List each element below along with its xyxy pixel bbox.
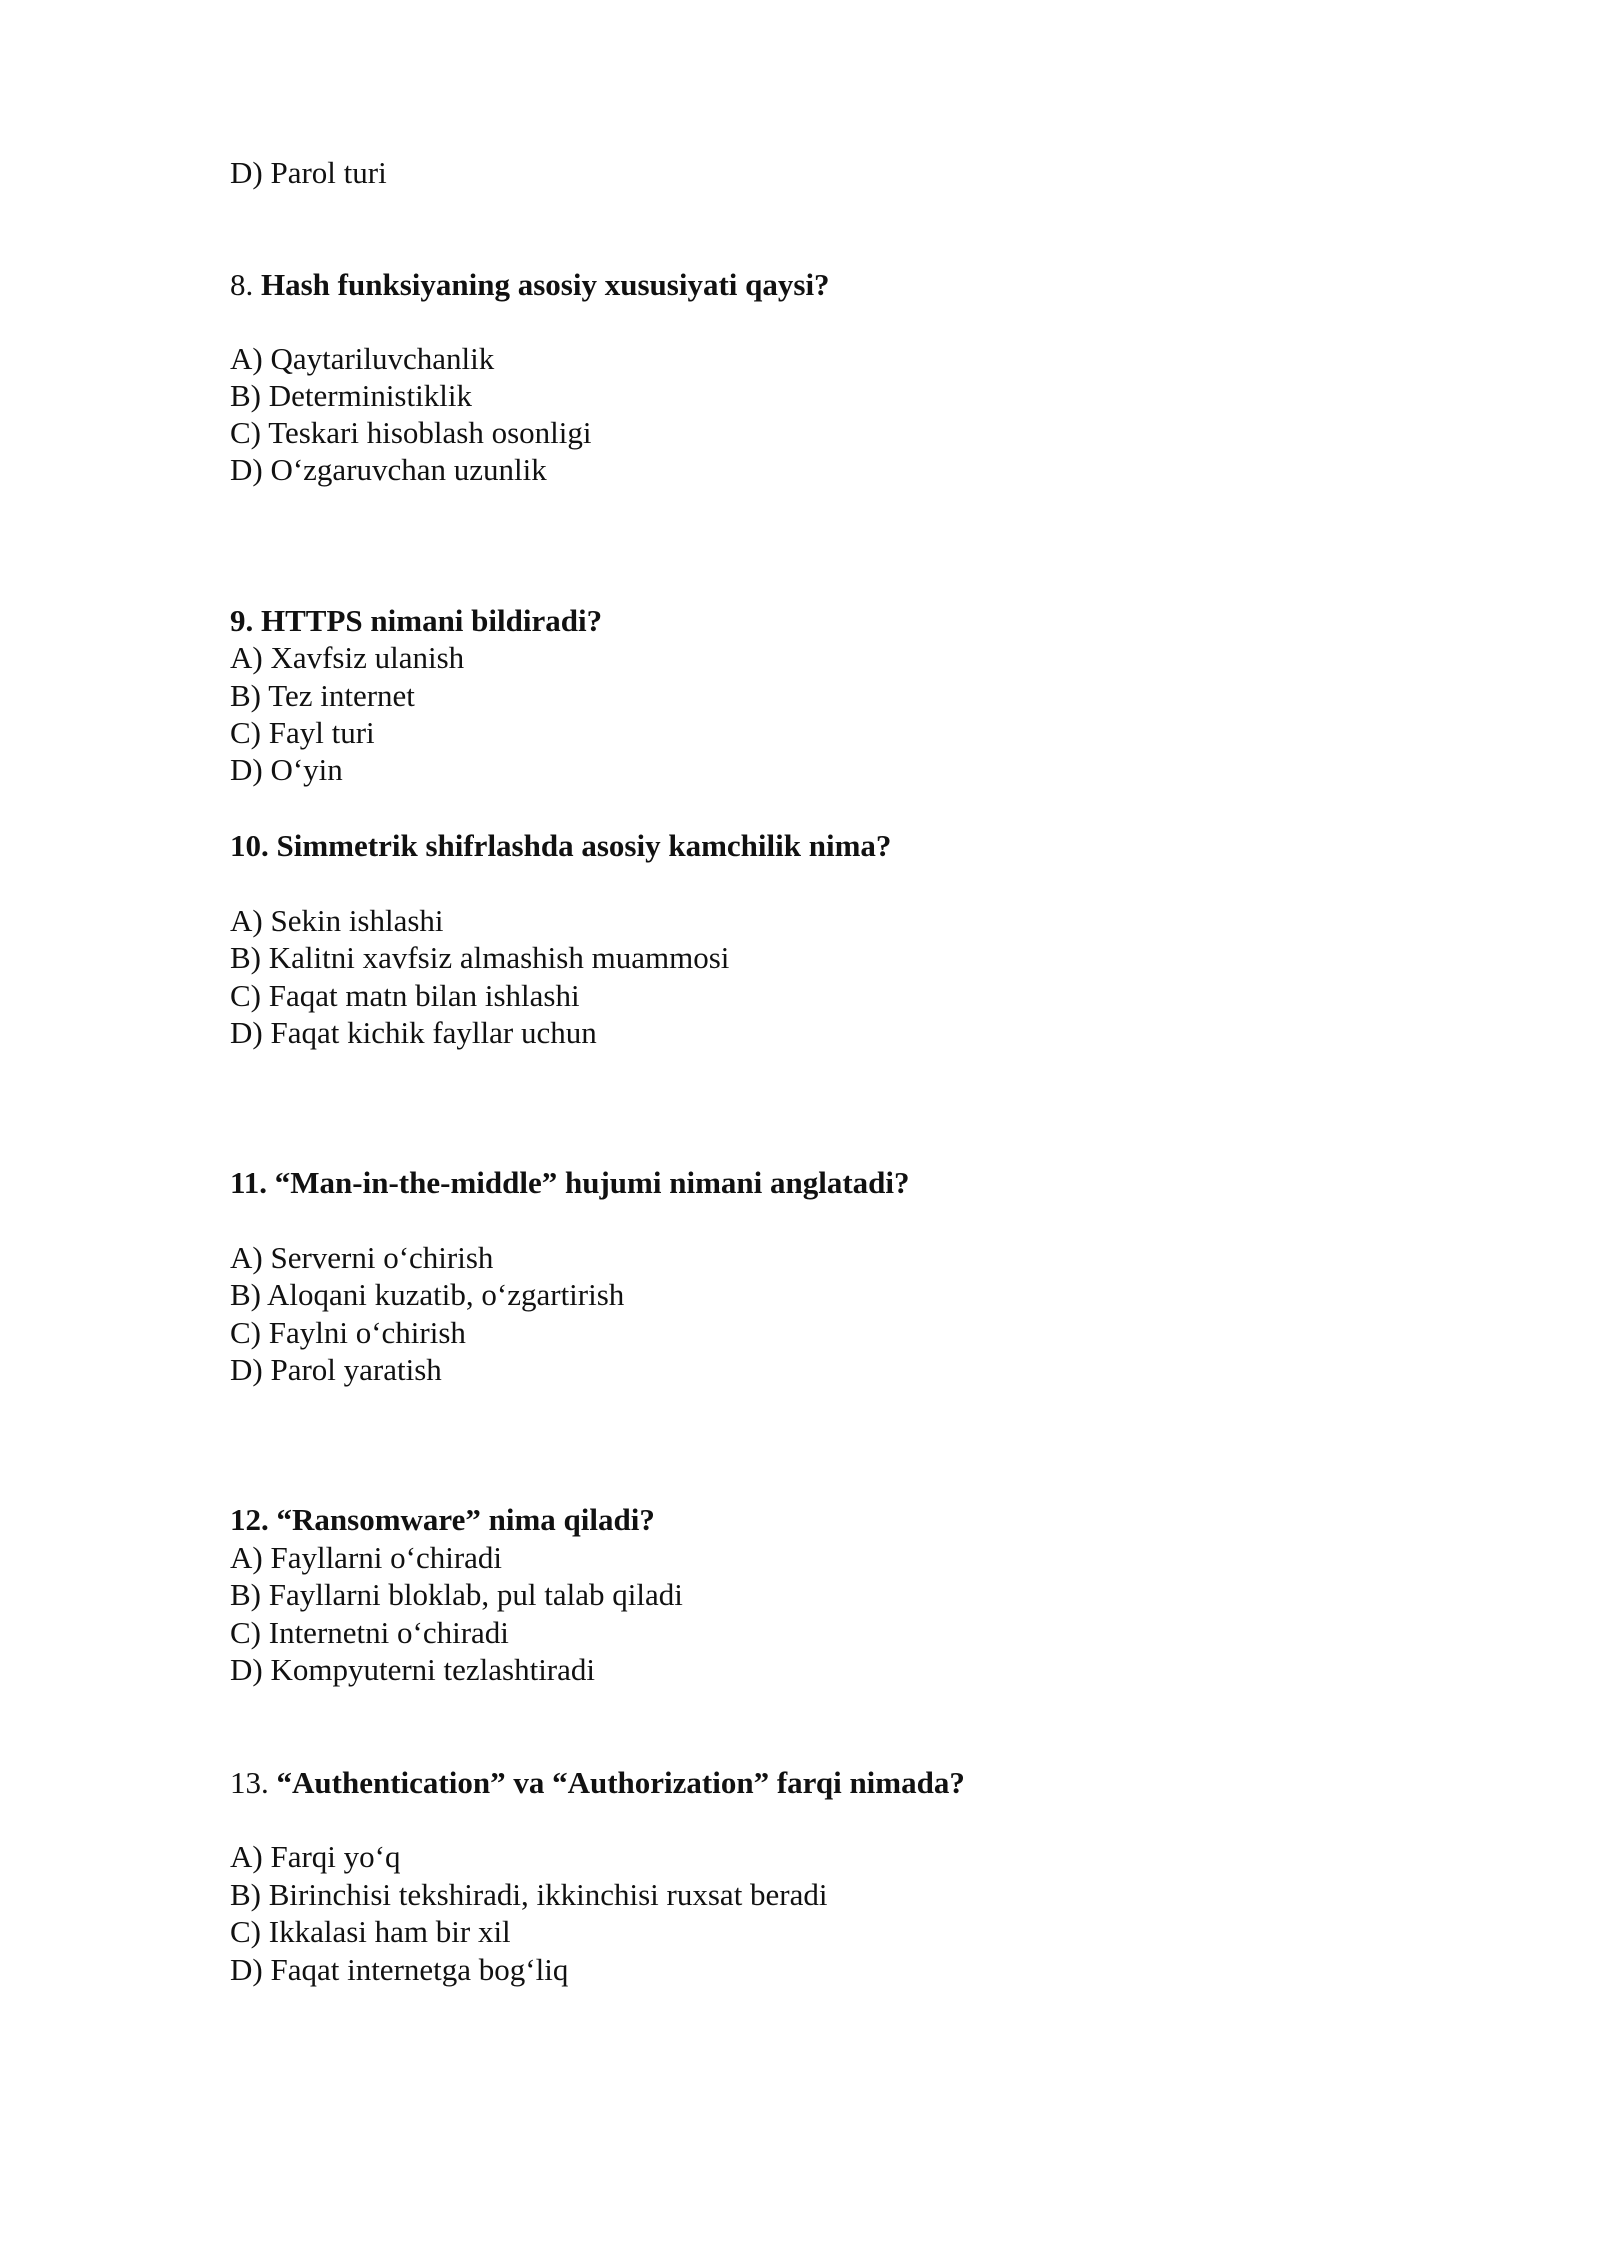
question-11-option-b: B) Aloqani kuzatib, o‘zgartirish (230, 1277, 625, 1312)
question-10-option-c: C) Faqat matn bilan ishlashi (230, 978, 580, 1013)
question-10-heading (230, 827, 891, 864)
question-13-heading (230, 1764, 965, 1801)
question-13-option-d: D) Faqat internetga bog‘liq (230, 1952, 569, 1987)
question-10-option-a: A) Sekin ishlashi (230, 903, 444, 938)
question-13-number: 13. (230, 1765, 269, 1800)
question-11-option-d: D) Parol yaratish (230, 1352, 442, 1387)
question-8-option-d: D) O‘zgaruvchan uzunlik (230, 452, 547, 487)
question-12-text: “Ransomware” nima qiladi? (276, 1502, 655, 1537)
question-9-option-d: D) O‘yin (230, 752, 343, 787)
question-8-heading (230, 266, 830, 303)
question-9-number: 9. (230, 603, 254, 638)
question-8-text: Hash funksiyaning asosiy xususiyati qaysi? (261, 267, 830, 302)
question-10-option-b: B) Kalitni xavfsiz almashish muammosi (230, 940, 730, 975)
question-11-option-a: A) Serverni o‘chirish (230, 1240, 494, 1275)
question-12-option-c: C) Internetni o‘chiradi (230, 1615, 509, 1650)
question-10-number: 10. (230, 828, 269, 863)
question-13-option-a: A) Farqi yo‘q (230, 1839, 401, 1874)
question-9-text: HTTPS nimani bildiradi? (261, 603, 603, 638)
question-9-option-a: A) Xavfsiz ulanish (230, 640, 465, 675)
question-8-option-b: B) Deterministiklik (230, 378, 472, 413)
question-10-text: Simmetrik shifrlashda asosiy kamchilik nima? (276, 828, 892, 863)
question-11-heading (230, 1164, 910, 1201)
question-9-option-b: B) Tez internet (230, 678, 415, 713)
question-10-option-d: D) Faqat kichik fayllar uchun (230, 1015, 597, 1050)
question-8-option-c: C) Teskari hisoblash osonligi (230, 415, 592, 450)
question-9-option-c: C) Fayl turi (230, 715, 375, 750)
question-12-option-b: B) Fayllarni bloklab, pul talab qiladi (230, 1577, 683, 1612)
question-8-option-a: A) Qaytariluvchanlik (230, 341, 495, 376)
question-11-text: “Man-in-the-middle” hujumi nimani anglatadi? (274, 1165, 910, 1200)
question-12-heading (230, 1501, 655, 1538)
question-11-number: 11. (230, 1165, 268, 1200)
question-13-text: “Authentication” va “Authorization” farqi nimada? (276, 1765, 965, 1800)
question-13-option-c: C) Ikkalasi ham bir xil (230, 1914, 511, 1949)
question-11-option-c: C) Faylni o‘chirish (230, 1315, 466, 1350)
question-12-option-d: D) Kompyuterni tezlashtiradi (230, 1652, 596, 1687)
question-8-number: 8. (230, 267, 254, 302)
question-13-option-b: B) Birinchisi tekshiradi, ikkinchisi ruxsat beradi (230, 1877, 828, 1912)
question-7-option-d: D) Parol turi (230, 155, 387, 190)
question-12-number: 12. (230, 1502, 269, 1537)
question-12-option-a: A) Fayllarni o‘chiradi (230, 1540, 503, 1575)
question-9-heading (230, 602, 602, 639)
